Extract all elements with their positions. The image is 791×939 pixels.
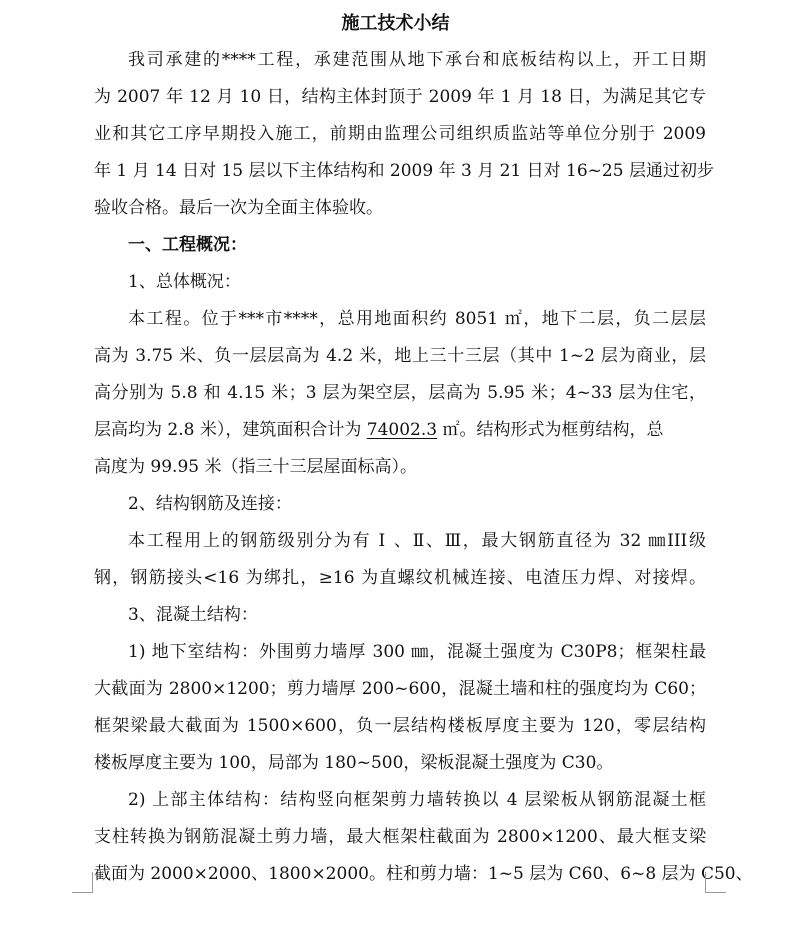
paragraph-line: 大截面为 2800×1200；剪力墙厚 200~600，混凝土墙和柱的强度均为 C60； xyxy=(94,679,706,699)
paragraph-line: 年 1 月 14 日对 15 层以下主体结构和 2009 年 3 月 21 日对 16~25 层通过初步 xyxy=(94,161,714,181)
line-text: 层高均为 2.8 米），建筑面积合计为 xyxy=(94,420,367,440)
paragraph-line: 本工程用上的钢筋级别分为有 Ⅰ 、Ⅱ、Ⅲ，最大钢筋直径为 32 ㎜III级 xyxy=(128,531,706,551)
document-title: 施工技术小结 xyxy=(341,13,450,34)
paragraph-line: 为 2007 年 12 月 10 日，结构主体封顶于 2009 年 1 月 18 日，为满足其它专 xyxy=(94,87,706,107)
paragraph-line: 高度为 99.95 米（指三十三层屋面标高）。 xyxy=(94,457,417,477)
page-margin-marker-left xyxy=(72,872,93,893)
paragraph-line: 截面为 2000×2000、1800×2000。柱和剪力墙：1~5 层为 C60、6~8 层为 C50、 xyxy=(94,864,753,884)
paragraph-line: 高分别为 5.8 和 4.15 米；3 层为架空层，层高为 5.95 米；4~33 层为住宅， xyxy=(94,383,706,403)
paragraph-line: 2) 上部主体结构：结构竖向框架剪力墙转换以 4 层梁板从钢筋混凝土框 xyxy=(128,790,706,810)
floor-area-value: 74002.3 xyxy=(366,420,438,440)
subsection-heading: 1、总体概况： xyxy=(128,272,241,292)
paragraph-line: 1) 地下室结构：外围剪力墙厚 300 ㎜，混凝土强度为 C30P8；框架柱最 xyxy=(128,642,706,662)
paragraph-line xyxy=(94,412,706,449)
section-heading: 一、工程概况： xyxy=(128,235,247,255)
paragraph-line: 业和其它工序早期投入施工，前期由监理公司组织质监站等单位分别于 2009 xyxy=(94,124,706,144)
paragraph-line: 验收合格。最后一次为全面主体验收。 xyxy=(94,198,383,218)
subsection-heading: 3、混凝土结构： xyxy=(128,605,258,625)
paragraph-line: 我司承建的****工程，承建范围从地下承台和底板结构以上，开工日期 xyxy=(128,50,706,70)
paragraph-line: 支柱转换为钢筋混凝土剪力墙，最大框架柱截面为 2800×1200、最大框支梁 xyxy=(94,827,706,847)
paragraph-line: 本工程。位于***市****，总用地面积约 8051 ㎡，地下二层，负二层层 xyxy=(128,309,706,329)
page-margin-marker-right xyxy=(705,872,726,893)
paragraph-line: 楼板厚度主要为 100，局部为 180~500，梁板混凝土强度为 C30。 xyxy=(94,753,614,773)
paragraph-line: 高为 3.75 米、负一层层高为 4.2 米，地上三十三层（其中 1~2 层为商业，层 xyxy=(94,346,706,366)
subsection-heading: 2、结构钢筋及连接： xyxy=(128,494,292,514)
paragraph-line: 钢，钢筋接头<16 为绑扎，≥16 为直螺纹机械连接、电渣压力焊、对接焊。 xyxy=(94,568,706,588)
line-text: ㎡。结构形式为框剪结构，总 xyxy=(437,420,664,440)
paragraph-line: 框架梁最大截面为 1500×600，负一层结构楼板厚度主要为 120，零层结构 xyxy=(94,716,706,736)
